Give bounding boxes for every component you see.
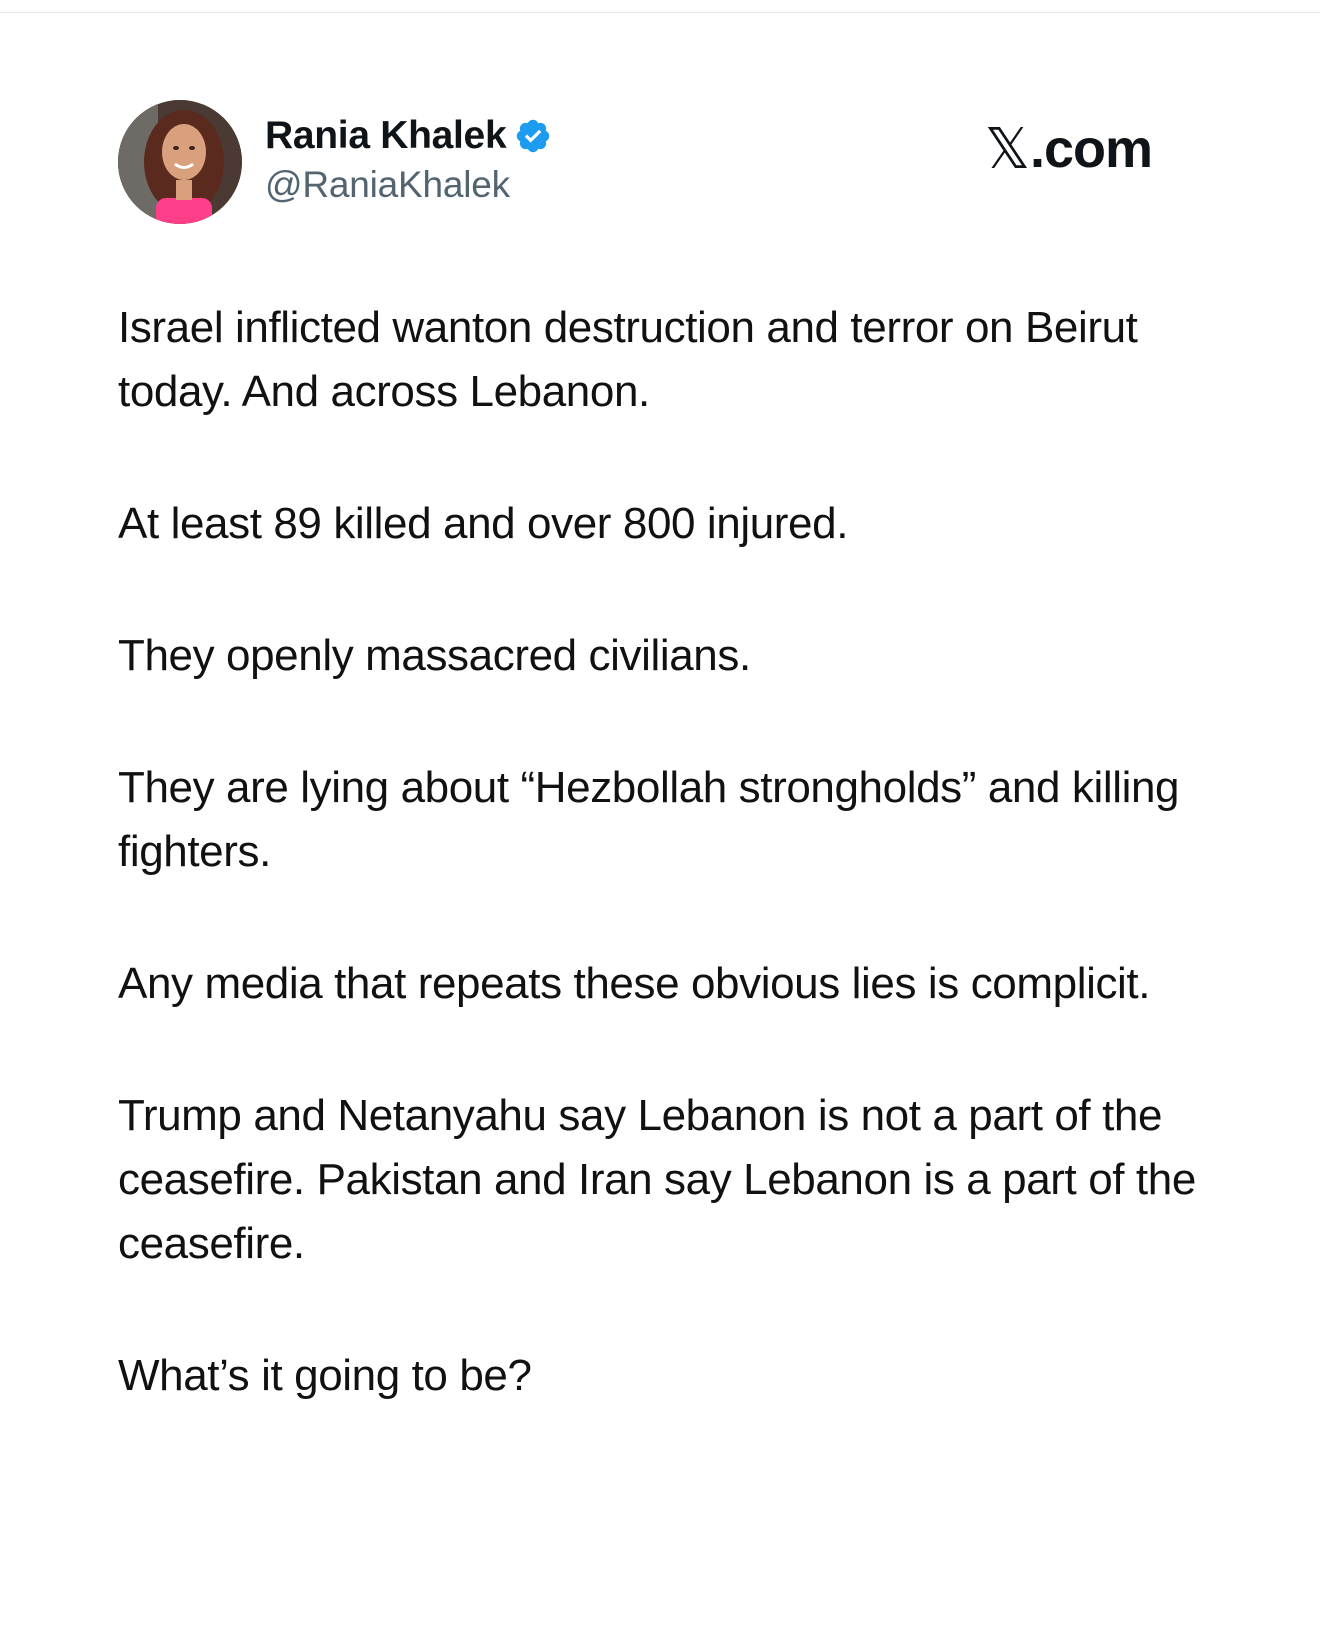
tweet-paragraph: They are lying about “Hezbollah strongholds” and killing fighters. — [118, 763, 1180, 876]
tweet-paragraph: Israel inflicted wanton destruction and terror on Beirut today. And across Lebanon. — [118, 303, 1138, 416]
x-logo-icon: 𝕏 — [984, 117, 1029, 180]
tweet-paragraph: What’s it going to be? — [118, 1351, 532, 1400]
x-com-brand — [985, 116, 1152, 182]
avatar-photo-icon — [118, 100, 242, 224]
brand-domain-label: .com — [1029, 119, 1152, 179]
tweet-paragraph: They openly massacred civilians. — [118, 631, 751, 680]
avatar[interactable] — [118, 100, 242, 224]
tweet-paragraph: At least 89 killed and over 800 injured. — [118, 499, 849, 548]
author-block — [265, 112, 552, 206]
user-handle[interactable]: @RaniaKhalek — [265, 164, 510, 205]
name-row — [265, 112, 552, 160]
tweet-paragraph: Any media that repeats these obvious lies is complicit. — [118, 959, 1151, 1008]
verified-badge-icon — [514, 117, 552, 155]
display-name[interactable]: Rania Khalek — [265, 114, 507, 157]
tweet-paragraph: Trump and Netanyahu say Lebanon is not a part of the ceasefire. Pakistan and Iran say Lebanon is a part of the ceasefire. — [118, 1091, 1196, 1268]
tweet-body — [118, 296, 1228, 1476]
